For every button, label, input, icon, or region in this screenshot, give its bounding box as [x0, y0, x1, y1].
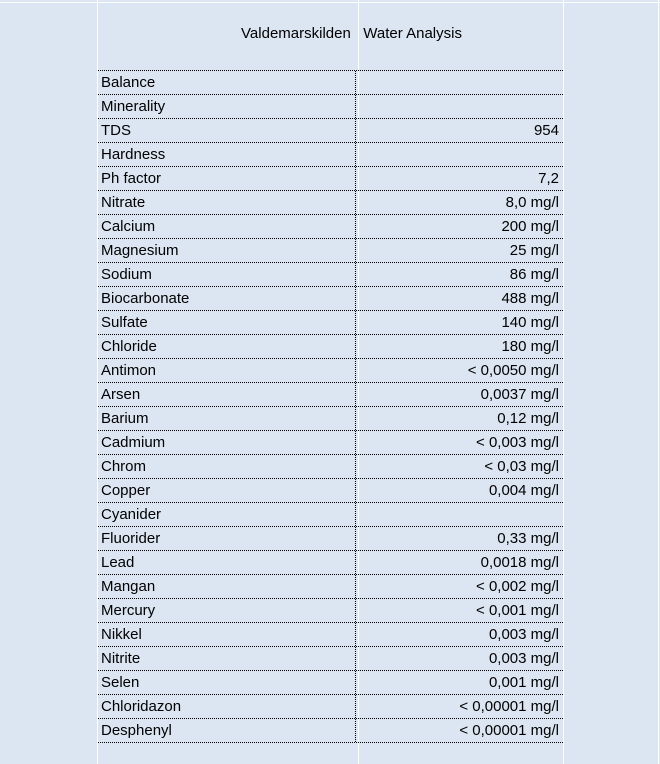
row-label[interactable]: Chloride [98, 335, 356, 358]
row-label[interactable]: Copper [98, 479, 356, 502]
row-value[interactable]: < 0,001 mg/l [476, 602, 559, 619]
row-label[interactable]: Magnesium [98, 239, 356, 262]
row-value[interactable]: 0,003 mg/l [488, 650, 559, 667]
table-row[interactable] [98, 599, 563, 623]
table-row[interactable] [98, 623, 563, 647]
row-label[interactable]: Barium [98, 407, 356, 430]
table-row[interactable] [98, 143, 563, 167]
row-label[interactable]: Balance [98, 71, 356, 94]
table-row[interactable] [98, 215, 563, 239]
table-row[interactable] [98, 479, 563, 503]
row-value[interactable] [356, 71, 563, 94]
row-label[interactable]: Hardness [98, 143, 356, 166]
table-row[interactable] [98, 671, 563, 695]
row-label[interactable]: Cyanider [98, 503, 356, 526]
row-value[interactable] [356, 503, 563, 526]
table-row[interactable] [98, 551, 563, 575]
row-label[interactable]: Chrom [98, 455, 356, 478]
row-value[interactable]: 954 [533, 122, 559, 139]
row-value[interactable] [356, 95, 563, 118]
row-label[interactable]: Antimon [98, 359, 356, 382]
row-value[interactable]: 140 mg/l [501, 314, 559, 331]
row-label[interactable]: Desphenyl [98, 719, 356, 742]
row-label[interactable]: Chloridazon [98, 695, 356, 718]
water-analysis-table [98, 70, 563, 743]
table-row[interactable] [98, 95, 563, 119]
row-label[interactable]: Sodium [98, 263, 356, 286]
row-label[interactable]: Lead [98, 551, 356, 574]
grid-line [0, 2, 660, 3]
page-title: Valdemarskilden Water Analysis [241, 25, 462, 42]
row-value[interactable]: < 0,003 mg/l [476, 434, 559, 451]
row-value[interactable]: 25 mg/l [509, 242, 559, 259]
row-label[interactable]: Arsen [98, 383, 356, 406]
row-label[interactable]: Selen [98, 671, 356, 694]
table-row[interactable] [98, 503, 563, 527]
table-row[interactable] [98, 527, 563, 551]
row-value[interactable]: 0,0018 mg/l [480, 554, 559, 571]
row-label[interactable]: Fluorider [98, 527, 356, 550]
row-label[interactable]: Nikkel [98, 623, 356, 646]
table-row[interactable] [98, 383, 563, 407]
table-row[interactable] [98, 359, 563, 383]
table-row[interactable] [98, 335, 563, 359]
table-row[interactable] [98, 647, 563, 671]
row-label[interactable]: Nitrite [98, 647, 356, 670]
row-value[interactable]: < 0,00001 mg/l [459, 698, 559, 715]
row-value[interactable]: 0,0037 mg/l [480, 386, 559, 403]
row-label[interactable]: Biocarbonate [98, 287, 356, 310]
table-row[interactable] [98, 167, 563, 191]
table-row[interactable] [98, 287, 563, 311]
row-value[interactable]: < 0,0050 mg/l [467, 362, 559, 379]
row-label[interactable]: Ph factor [98, 167, 356, 190]
row-value[interactable]: 200 mg/l [501, 218, 559, 235]
row-value[interactable]: < 0,03 mg/l [484, 458, 559, 475]
table-row[interactable] [98, 407, 563, 431]
table-row[interactable] [98, 719, 563, 743]
table-row[interactable] [98, 695, 563, 719]
row-label[interactable]: TDS [98, 119, 356, 142]
row-value[interactable] [356, 143, 563, 166]
row-label[interactable]: Mangan [98, 575, 356, 598]
table-row[interactable] [98, 575, 563, 599]
table-row[interactable] [98, 311, 563, 335]
grid-line [563, 0, 564, 764]
row-label[interactable]: Cadmium [98, 431, 356, 454]
row-label[interactable]: Mercury [98, 599, 356, 622]
row-label[interactable]: Minerality [98, 95, 356, 118]
table-row[interactable] [98, 71, 563, 95]
row-value[interactable]: 7,2 [538, 170, 559, 187]
row-value[interactable]: 86 mg/l [509, 266, 559, 283]
grid-line [658, 0, 659, 764]
table-row[interactable] [98, 119, 563, 143]
row-value[interactable]: 488 mg/l [501, 290, 559, 307]
row-value[interactable]: 0,003 mg/l [488, 626, 559, 643]
row-value[interactable]: 0,004 mg/l [488, 482, 559, 499]
table-row[interactable] [98, 431, 563, 455]
row-value[interactable]: 0,12 mg/l [497, 410, 559, 427]
row-value[interactable]: < 0,002 mg/l [476, 578, 559, 595]
row-value[interactable]: 0,33 mg/l [497, 530, 559, 547]
table-row[interactable] [98, 239, 563, 263]
row-value[interactable]: 180 mg/l [501, 338, 559, 355]
row-label[interactable]: Nitrate [98, 191, 356, 214]
row-value[interactable]: 8,0 mg/l [505, 194, 559, 211]
row-label[interactable]: Calcium [98, 215, 356, 238]
table-row[interactable] [98, 191, 563, 215]
row-value[interactable]: < 0,00001 mg/l [459, 722, 559, 739]
table-row[interactable] [98, 263, 563, 287]
row-value[interactable]: 0,001 mg/l [488, 674, 559, 691]
table-row[interactable] [98, 455, 563, 479]
row-label[interactable]: Sulfate [98, 311, 356, 334]
